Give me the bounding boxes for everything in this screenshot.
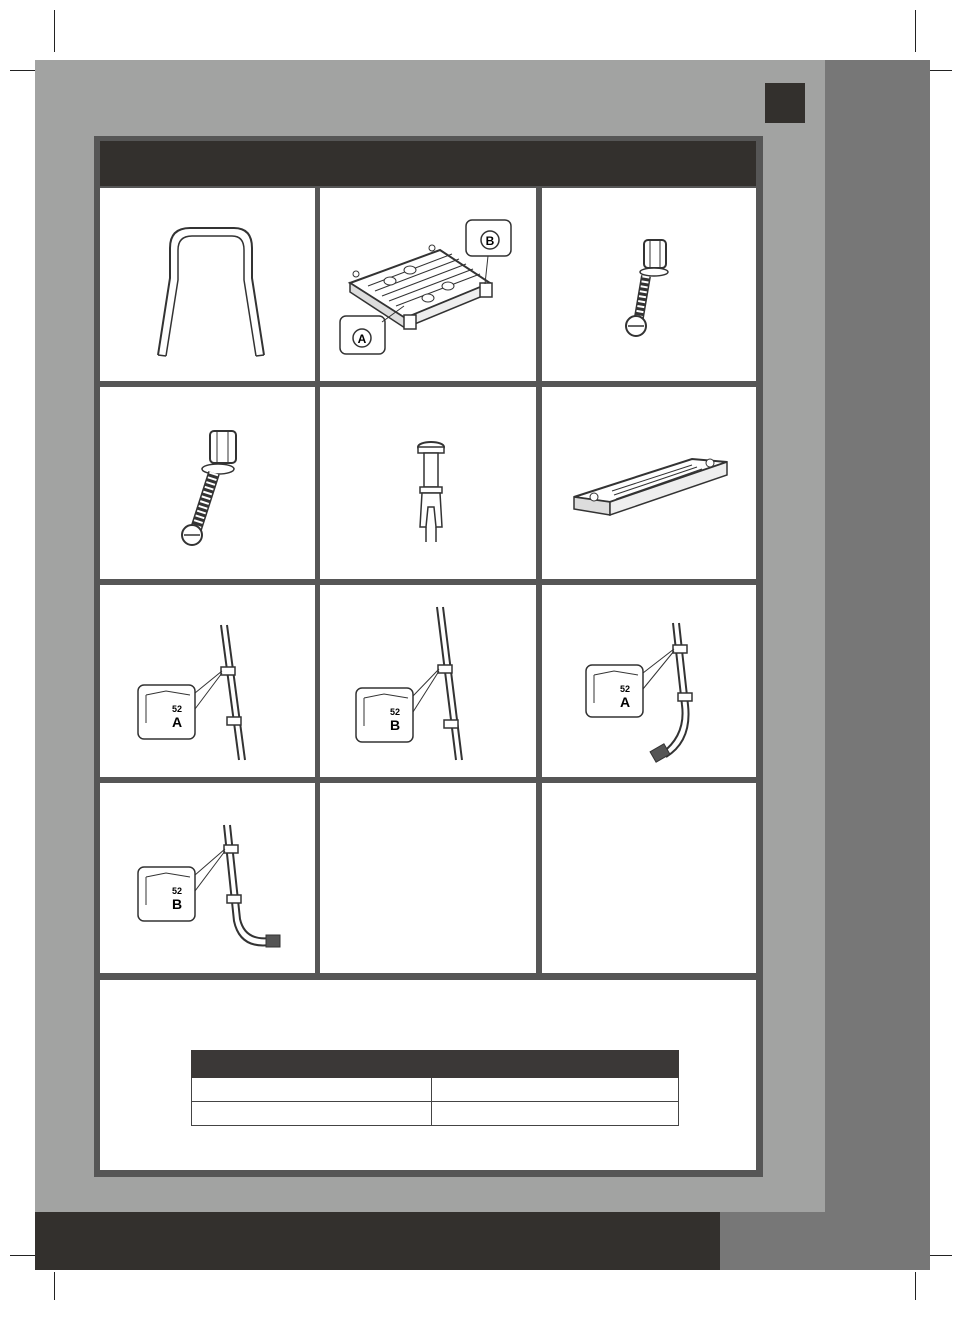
part-cell-empty-1 — [320, 783, 536, 973]
curved-tube-a-tag-letter: A — [619, 694, 631, 710]
curved-tube-a-illustration — [542, 585, 756, 777]
footplate-illustration — [320, 188, 536, 381]
tube-b-tag-box — [356, 688, 413, 742]
part-cell-tube-b — [320, 585, 536, 777]
table-cell — [192, 1078, 432, 1102]
curved-tube-b-tag-box — [138, 867, 195, 921]
part-cell-pin — [320, 387, 536, 579]
tube-b-tag-number: 52 — [389, 707, 401, 717]
table-header-cell — [432, 1051, 679, 1078]
bolt-long-illustration — [100, 387, 315, 579]
crop-mark — [54, 1272, 55, 1300]
crop-mark — [915, 10, 916, 52]
part-cell-bolt-short — [542, 188, 756, 381]
crop-mark — [10, 70, 36, 71]
footer-bar — [35, 1212, 720, 1270]
part-cell-bolt-long — [100, 387, 315, 579]
table-cell — [432, 1102, 679, 1126]
tube-b-illustration — [320, 585, 536, 777]
tube-b-tag-letter: B — [389, 717, 401, 733]
part-cell-footplate — [320, 188, 536, 381]
curved-tube-b-tag-number: 52 — [171, 886, 183, 896]
pin-illustration — [320, 387, 536, 579]
curved-tube-b-illustration — [100, 783, 315, 973]
tube-a-tag-letter: A — [171, 714, 183, 730]
parts-header — [100, 141, 756, 186]
curved-tube-a-tag-box — [586, 665, 643, 717]
crop-mark — [54, 10, 55, 52]
tube-a-tag-number: 52 — [171, 704, 183, 714]
crop-mark — [10, 1255, 36, 1256]
specification-table — [191, 1050, 679, 1126]
table-row — [192, 1078, 679, 1102]
foot-cap-illustration — [542, 387, 756, 579]
table-cell — [192, 1102, 432, 1126]
side-bar — [825, 60, 930, 1270]
part-cell-u-frame — [100, 188, 315, 381]
tube-a-tag-box — [138, 685, 195, 739]
bolt-short-illustration — [542, 188, 756, 381]
part-cell-tube-a — [100, 585, 315, 777]
part-cell-empty-2 — [542, 783, 756, 973]
part-cell-curved-tube-b — [100, 783, 315, 973]
callout-a-label: A — [357, 332, 367, 346]
crop-mark — [915, 1272, 916, 1300]
part-cell-curved-tube-a — [542, 585, 756, 777]
table-header-row — [192, 1051, 679, 1078]
curved-tube-a-tag-number: 52 — [619, 684, 631, 694]
callout-b-label: B — [485, 234, 495, 248]
crop-mark — [930, 1255, 952, 1256]
crop-mark — [930, 70, 952, 71]
table-cell — [432, 1078, 679, 1102]
footer-page-tab — [720, 1212, 825, 1270]
curved-tube-b-tag-letter: B — [171, 896, 183, 912]
page-number-box — [765, 83, 805, 123]
u-frame-illustration — [100, 188, 315, 381]
part-cell-foot-cap — [542, 387, 756, 579]
tube-a-illustration — [100, 585, 315, 777]
table-row — [192, 1102, 679, 1126]
table-header-cell — [192, 1051, 432, 1078]
